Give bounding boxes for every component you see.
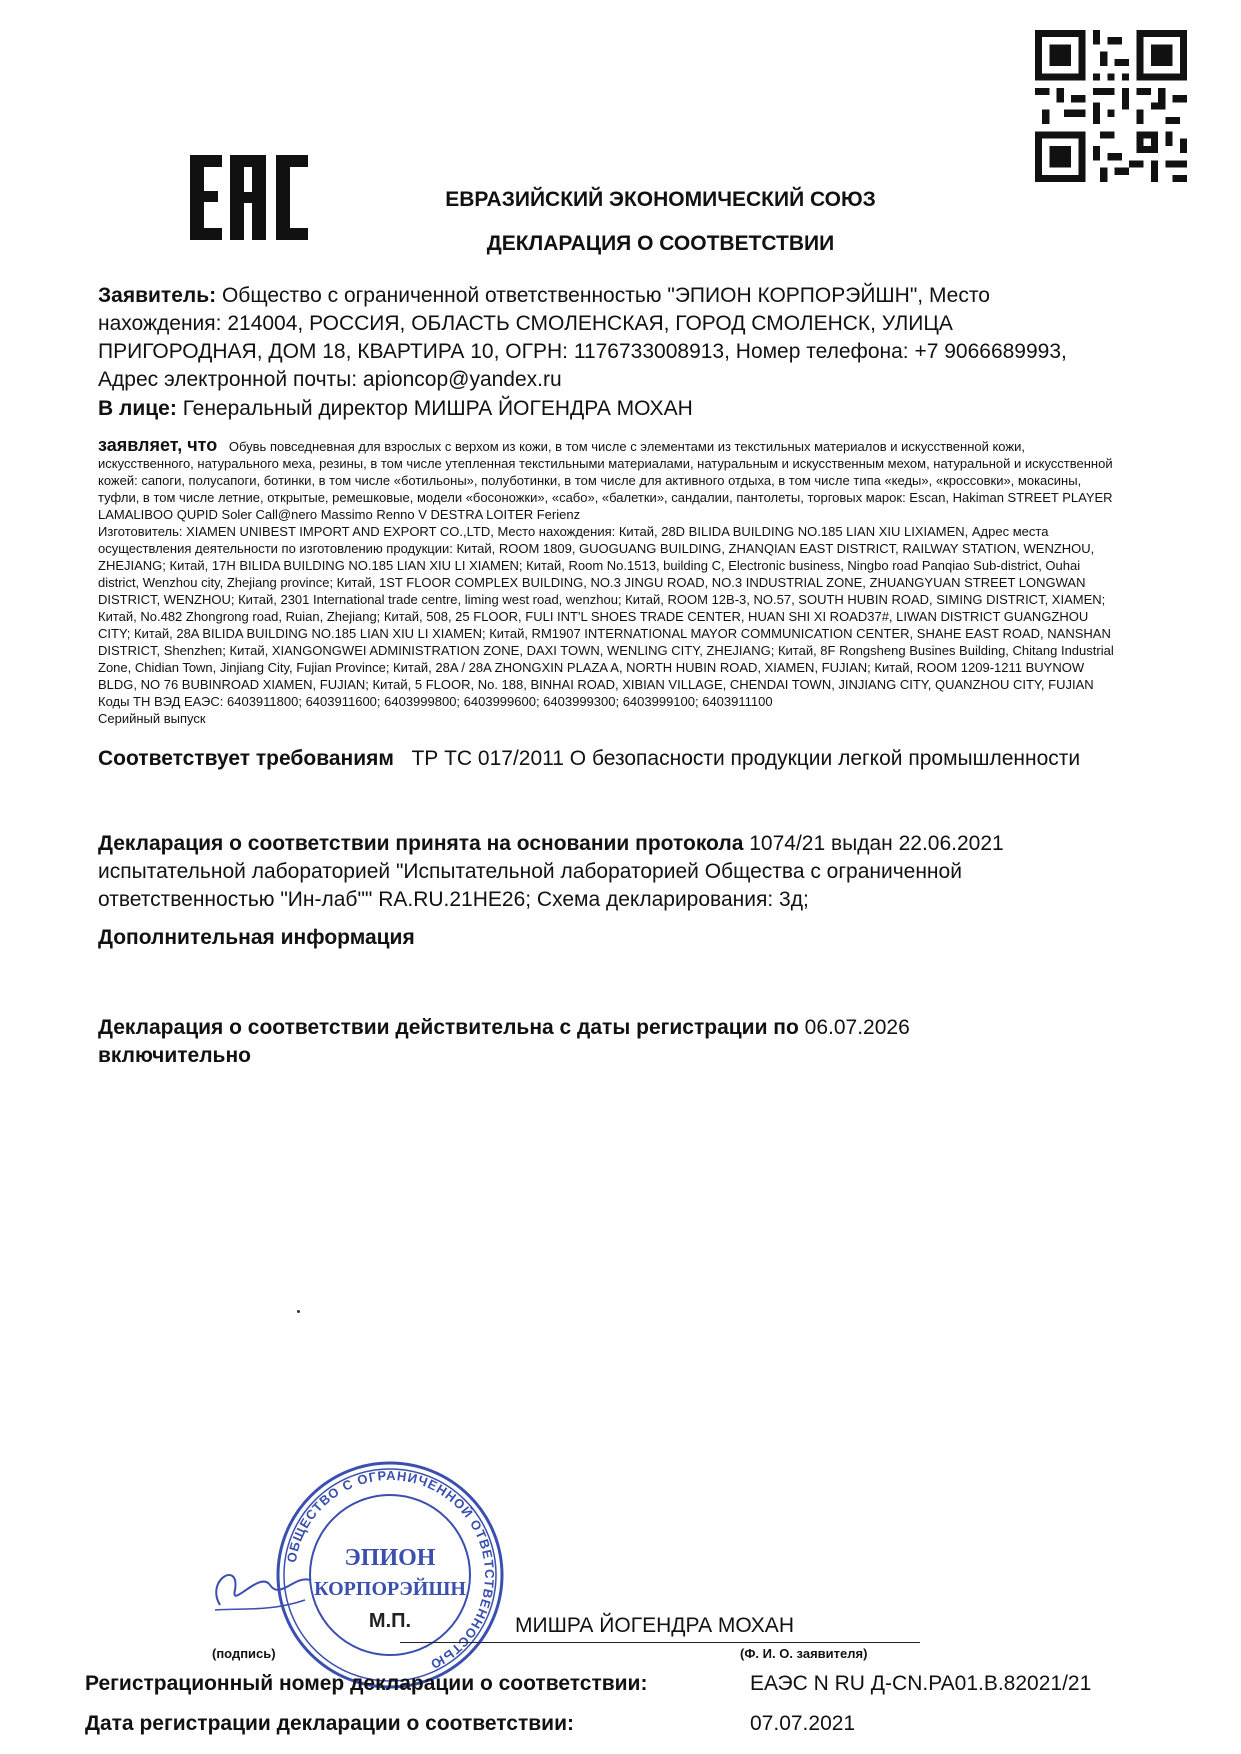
additional-info: Дополнительная информация: [98, 926, 415, 949]
svg-text:КОРПОРЭЙШН: КОРПОРЭЙШН: [314, 1578, 466, 1600]
svg-text:ЭПИОН: ЭПИОН: [344, 1545, 436, 1571]
conformity-label: Соответствует требованиям: [98, 747, 394, 770]
union-title: ЕВРАЗИЙСКИЙ ЭКОНОМИЧЕСКИЙ СОЮЗ: [445, 188, 876, 211]
svg-text:М.П.: М.П.: [368, 1610, 412, 1632]
conformity-text: ТР ТС 017/2011 О безопасности продукции легкой промышленности: [411, 747, 1081, 770]
conformity-section: [98, 745, 1108, 773]
registration-date: 07.07.2021: [750, 1712, 856, 1735]
applicant-label: Заявитель:: [98, 284, 217, 307]
representative-text: Генеральный директор МИШРА ЙОГЕНДРА МОХАН: [182, 397, 693, 420]
registration-date-label: Дата регистрации декларации о соответствии:: [85, 1712, 574, 1735]
qr-code: [1035, 30, 1187, 182]
basis-label: Декларация о соответствии принята на основании протокола: [98, 832, 744, 855]
hs-codes: Коды ТН ВЭД ЕАЭС: 6403911800; 6403911600; 6403999800; 6403999600; 6403999300; 6403999100; 6403911100: [98, 694, 773, 709]
stray-dot: [297, 1310, 300, 1313]
svg-text:ОБЩЕСТВО С ОГРАНИЧЕННОЙ ОТВЕТС: ОБЩЕСТВО С ОГРАНИЧЕННОЙ ОТВЕТСТВЕННОСТЬЮ: [283, 1467, 498, 1673]
document-title: ДЕКЛАРАЦИЯ О СООТВЕТСТВИИ: [486, 232, 835, 255]
registration-number: ЕАЭС N RU Д-CN.PA01.B.82021/21: [750, 1672, 1092, 1695]
signatory-name: МИШРА ЙОГЕНДРА МОХАН: [515, 1614, 794, 1637]
signature-caption: (подпись): [212, 1646, 276, 1661]
validity-date: 06.07.2026: [804, 1016, 910, 1039]
representative-section: [98, 395, 1108, 423]
serial-release: Серийный выпуск: [98, 711, 206, 726]
validity-suffix: включительно: [98, 1044, 251, 1067]
validity-section: [98, 1014, 1108, 1070]
registration-number-label: Регистрационный номер декларации о соответствии:: [85, 1672, 648, 1695]
applicant-section: [98, 282, 1108, 394]
declares-label: заявляет, что: [98, 435, 218, 455]
product-description: [98, 437, 1118, 727]
signature-line: [400, 1642, 920, 1643]
applicant-text: Общество с ограниченной ответственностью "ЭПИОН КОРПОРЭЙШН", Место нахождения: 214004, РОССИЯ, ОБЛАСТЬ СМОЛЕНСКАЯ, ГОРОД СМОЛЕНСК, УЛИЦА ПРИГОРОДНАЯ, ДОМ 18, КВАРТИРА 10, ОГРН: 1176733008913, Номер телефона: +7 9066689993, Адрес электронной почты: apioncop@yandex.ru: [98, 284, 1067, 391]
product-text: Обувь повседневная для взрослых с верхом из кожи, в том числе с элементами из текстильных материалов и искусственной кожи, искусственного, натурального меха, резины, в том числе утепленная текстильными материалами, натуральным и искусственным мехом, натуральной и искусственной кожей: сапоги, полусапоги, ботинки, в том числе «ботильоны», полуботинки, в том числе для активного отдыха, в том числе типа «кеды», «кроссовки», мокасины, туфли, в том числе летние, открытые, ремешковые, модели «босоножки», «сабо», «балетки», сандалии, пантолеты, торговых марок: Escan, Hakiman STREET PLAYER LAMALIBOO QUPID Soler Call@nero Massimo Renno V DESTRA LOITER Ferienz: [98, 439, 1113, 522]
fio-caption: (Ф. И. О. заявителя): [740, 1646, 868, 1661]
representative-label: В лице:: [98, 397, 177, 420]
basis-section: [98, 830, 1108, 914]
company-seal: [270, 1455, 510, 1695]
validity-label: Декларация о соответствии действительна с даты регистрации по: [98, 1016, 799, 1039]
basis-text: 1074/21 выдан 22.06.2021 испытательной лабораторией "Испытательной лабораторией Общества с ограниченной ответственностью "Ин-лаб"" RA.RU.21HE26; Схема декларирования: 3д;: [98, 832, 1004, 911]
manufacturer-text: Изготовитель: XIAMEN UNIBEST IMPORT AND EXPORT CO.,LTD, Место нахождения: Китай, 28D BILIDA BUILDING NO.185 LIAN XIU LIXIAMEN, Адрес места осуществления деятельности по изготовлению продукции: Китай, ROOM 1809, GUOGUANG BUILDING, ZHANQIAN EAST DISTRICT, RAILWAY STATION, WENZHOU, ZHEJIANG; Китай, 17H BILIDA BUILDING NO.185 LIAN XIU LI XIAMEN; Китай, Room No.1513, building C, Electronic business, Ningbo road Panqiao Sub-district, Ouhai district, Wenzhou city, Zhejiang province; Китай, 1ST FLOOR COMPLEX BUILDING, NO.3 JINGU ROAD, NO.3 INDUSTRIAL ZONE, ZHUANGYUAN STREET LONGWAN DISTRICT, WENZHOU; Китай, 2301 International trade centre, liming west road, wenzhou; Китай, ROOM 12B-3, NO.57, SOUTH HUBIN ROAD, SIMING DISTRICT, XIAMEN; Китай, No.482 Zhongrong road, Ruian, Zhejiang; Китай, 508, 25 FLOOR, FULI INT'L SHOES TRADE CENTER, HUAN SHI XI ROAD37#, LIWAN DISTRICT GUANGZHOU CITY; Китай, 28A BILIDA BUILDING NO.185 LIAN XIU LI XIAMEN; Китай, RM1907 INTERNATIONAL MAYOR COMMUNICATION CENTER, SHAHE EAST ROAD, NANSHAN DISTRICT, Shenzhen; Китай, XIANGONGWEI ADMINISTRATION ZONE, DAXI TOWN, WENLING CITY, ZHEJIANG; Китай, 8F Rongsheng Busines Building, Chitang Industrial Zone, Chidian Town, Jinjiang City, Fujian Province; Китай, 28A / 28A ZHONGXIN PLAZA A, NORTH HUBIN ROAD, XIAMEN, FUJIAN; Китай, ROOM 1209-1211 BUYNOW BLDG, NO 76 BUBINROAD XIAMEN, FUJIAN; Китай, 5 FLOOR, No. 188, BINHAI ROAD, XIBIAN VILLAGE, CHENDAI TOWN, JINJIANG CITY, QUANZHOU CITY, FUJIAN: [98, 524, 1114, 692]
